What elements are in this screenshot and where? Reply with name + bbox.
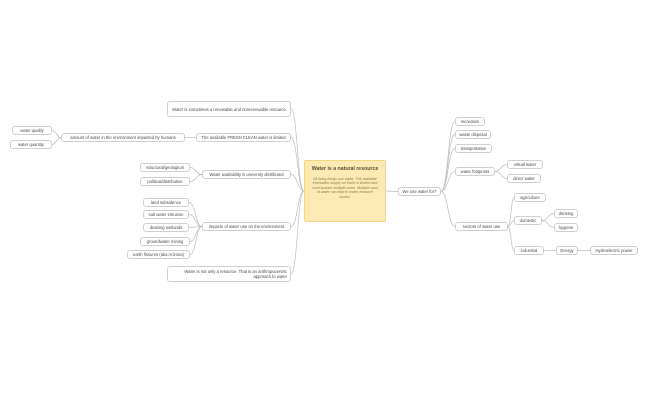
node-energy[interactable]: Energy: [556, 246, 578, 255]
central-topic-notes: All living things use water. The available freshwater supply on Earth is limited and must sustain multiple users. Multiple uses of water can lead to water resource issues.: [311, 176, 379, 199]
node-limited[interactable]: The available FRESH CLEAN water is limited: [196, 133, 291, 142]
connector-node-sectors-to-node-industrial: [508, 227, 514, 251]
node-industrial[interactable]: industrial: [514, 246, 544, 255]
connector-central-topic-to-node-impacts: [291, 191, 304, 227]
node-direct-water[interactable]: direct water: [507, 174, 541, 183]
node-impacted[interactable]: amount of water in the environment impacted by humans: [61, 133, 185, 142]
node-hygiene[interactable]: hygiene: [554, 223, 578, 232]
node-not-only[interactable]: Water is not only a resource. That is an anthropocentric approach to water: [167, 266, 291, 282]
node-availability[interactable]: Water availability is unevenly distributed: [202, 170, 291, 179]
connector-node-impacts-to-node-salt-intrusion: [189, 215, 202, 227]
node-renewable[interactable]: Water is sometimes a renewable and nonrenewable resource.: [167, 101, 291, 117]
connector-node-impacts-to-node-land-subsidence: [189, 203, 202, 227]
node-impacts[interactable]: impacts of water use on the environment: [202, 222, 291, 231]
node-footprint[interactable]: water footprints: [455, 167, 495, 176]
connector-node-we-use-to-node-waste-disposal: [441, 135, 455, 192]
node-recreation[interactable]: recreation: [455, 117, 485, 126]
node-fissures[interactable]: earth fissures (aka Arizona): [127, 250, 190, 259]
node-drinking[interactable]: drinking: [554, 209, 578, 218]
node-agriculture[interactable]: agriculture: [514, 193, 546, 202]
connector-node-footprint-to-node-virtual-water: [495, 165, 507, 172]
connector-node-availability-to-node-political: [190, 175, 202, 182]
node-draining[interactable]: draining wetlands: [143, 223, 189, 232]
node-hydroelectric[interactable]: Hydroelectric power: [590, 246, 638, 255]
node-structural[interactable]: structural/geological: [140, 163, 190, 172]
node-domestic[interactable]: domestic: [514, 216, 542, 225]
node-political[interactable]: political/distributive: [140, 177, 190, 186]
node-groundwater[interactable]: groundwater mining: [140, 237, 190, 246]
connector-node-we-use-to-node-sectors: [441, 192, 455, 227]
node-sectors[interactable]: sectors of water use: [455, 222, 508, 231]
node-salt-intrusion[interactable]: salt water intrusion: [143, 210, 189, 219]
connector-node-domestic-to-node-drinking: [542, 214, 554, 221]
connector-node-impacted-to-node-water-quantity: [52, 138, 61, 145]
connector-node-availability-to-node-structural: [190, 168, 202, 175]
central-topic-title: Water is a natural resource: [311, 166, 379, 172]
node-waste-disposal[interactable]: waste disposal: [455, 130, 491, 139]
node-land-subsidence[interactable]: land subsidence: [143, 198, 189, 207]
node-transportation[interactable]: transportation: [455, 144, 492, 153]
node-water-quality[interactable]: water quality: [12, 126, 52, 135]
connector-central-topic-to-node-renewable: [291, 109, 304, 191]
node-water-quantity[interactable]: water quantity: [10, 140, 52, 149]
connector-node-domestic-to-node-hygiene: [542, 221, 554, 228]
node-virtual-water[interactable]: virtual water: [507, 160, 543, 169]
central-topic[interactable]: [304, 160, 386, 222]
node-we-use[interactable]: We use water for?: [398, 187, 441, 196]
connector-central-topic-to-node-we-use: [386, 191, 398, 192]
connector-node-footprint-to-node-direct-water: [495, 172, 507, 179]
connector-central-topic-to-node-not-only: [291, 191, 304, 274]
connector-node-impacted-to-node-water-quality: [52, 131, 61, 138]
